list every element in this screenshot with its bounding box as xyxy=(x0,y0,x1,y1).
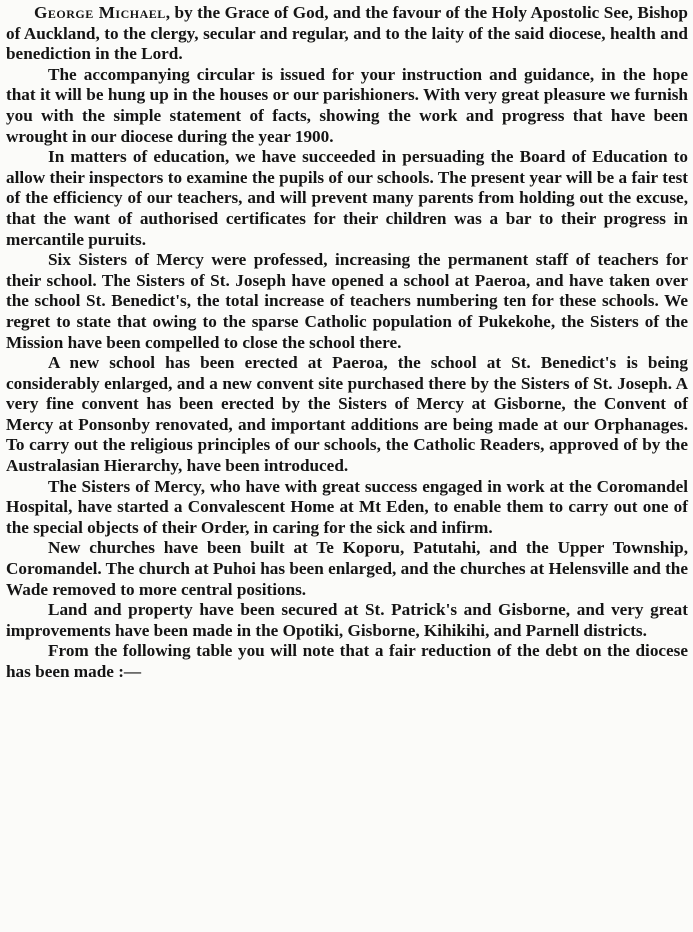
paragraph-debt-table-intro: From the following table you will note that a fair reduction of the debt on the diocese has been made :— xyxy=(6,641,688,681)
letter-body xyxy=(6,3,688,683)
bishop-name: George Michael xyxy=(34,3,166,22)
paragraph-salutation xyxy=(6,3,688,65)
salutation-text: , by the Grace of God, and the favour of the Holy Apostolic See, Bishop of Auckland, to the clergy, secular and regular, and to the laity of the said diocese, health and benediction in the Lord. xyxy=(6,3,688,64)
paragraph-land-property: Land and property have been secured at St. Patrick's and Gisborne, and very great improvements have been made in the Opotiki, Gisborne, Kihikihi, and Parnell districts. xyxy=(6,600,688,640)
paragraph-new-school: A new school has been erected at Paeroa, the school at St. Benedict's is being considerably enlarged, and a new convent site purchased there by the Sisters of St. Joseph. A very fine convent has been erected by the Sisters of Mercy at Gisborne, the Convent of Mercy at Ponsonby renovated, and important additions are being made at our Orphanages. To carry out the religious principles of our schools, the Catholic Readers, approved of by the Australasian Hierarchy, have been introduced. xyxy=(6,353,688,476)
paragraph-hospital: The Sisters of Mercy, who have with great success engaged in work at the Coromandel Hospital, have started a Convalescent Home at Mt Eden, to enable them to carry out one of the special objects of their Order, in caring for the sick and infirm. xyxy=(6,476,688,537)
paragraph-circular: The accompanying circular is issued for your instruction and guidance, in the hope that it will be hung up in the houses or our parishioners. With very great pleasure we furnish you with the simple statement of facts, showing the work and progress that have been wrought in our diocese during the year 1900. xyxy=(6,64,688,146)
paragraph-new-churches: New churches have been built at Te Koporu, Patutahi, and the Upper Township, Coromandel. The church at Puhoi has been enlarged, and the churches at Helensville and the Wade removed to more central positions. xyxy=(6,538,688,599)
paragraph-sisters-professed: Six Sisters of Mercy were professed, increasing the permanent staff of teachers for their school. The Sisters of St. Joseph have opened a school at Paeroa, and have taken over the school St. Benedict's, the total increase of teachers numbering ten for these schools. We regret to state that owing to the sparse Catholic population of Pukekohe, the Sisters of the Mission have been compelled to close the school there. xyxy=(6,250,688,352)
paragraph-education: In matters of education, we have succeeded in persuading the Board of Education to allow their inspectors to examine the pupils of our schools. The present year will be a fair test of the efficiency of our teachers, and will prevent many parents from holding out the excuse, that the want of authorised certificates for their children was a bar to their progress in mercantile puruits. xyxy=(6,147,688,249)
